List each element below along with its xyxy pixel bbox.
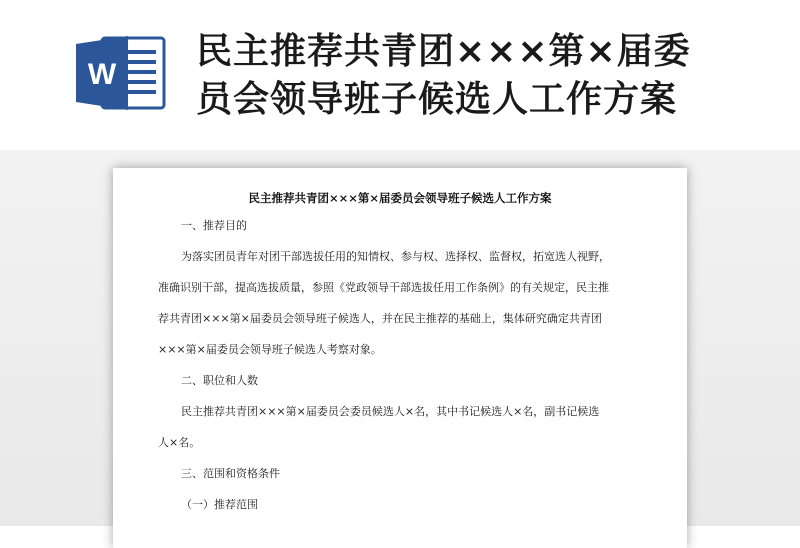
section-heading: 三、范围和资格条件 — [181, 467, 280, 480]
header-banner — [0, 0, 800, 150]
paragraph-line: 人×名。 — [158, 436, 201, 449]
section-heading: 一、推荐目的 — [181, 219, 247, 232]
paragraph-line: ×××第×届委员会领导班子候选人考察对象。 — [158, 343, 382, 356]
section-heading: 二、职位和人数 — [181, 374, 258, 387]
paragraph — [158, 241, 658, 365]
document-page — [113, 168, 687, 548]
page-title-line-1: 民主推荐共青团×××第×届委 — [196, 31, 691, 72]
paragraph-line: 民主推荐共青团×××第×届委员会委员候选人×名，其中书记候选人×名，副书记候选 — [181, 405, 600, 418]
paragraph — [158, 396, 658, 458]
page-title-line-2: 员会领导班子候选人工作方案 — [196, 79, 678, 120]
paragraph-line: 荐共青团×××第×届委员会领导班子候选人，并在民主推荐的基础上，集体研究确定共青团 — [158, 312, 602, 325]
word-icon-letter: W — [87, 58, 117, 91]
subsection-heading: （一）推荐范围 — [181, 498, 258, 511]
paragraph-line: 准确识别干部，提高选拔质量，参照《党政领导干部选拔任用工作条例》的有关规定，民主推 — [158, 281, 609, 294]
page-title — [196, 28, 796, 124]
paragraph-line: 为落实团员青年对团干部选拔任用的知情权、参与权、选择权、监督权，拓宽选人视野， — [181, 250, 610, 263]
document-title: 民主推荐共青团×××第×届委员会领导班子候选人工作方案 — [248, 191, 552, 205]
word-document-icon — [72, 34, 168, 112]
